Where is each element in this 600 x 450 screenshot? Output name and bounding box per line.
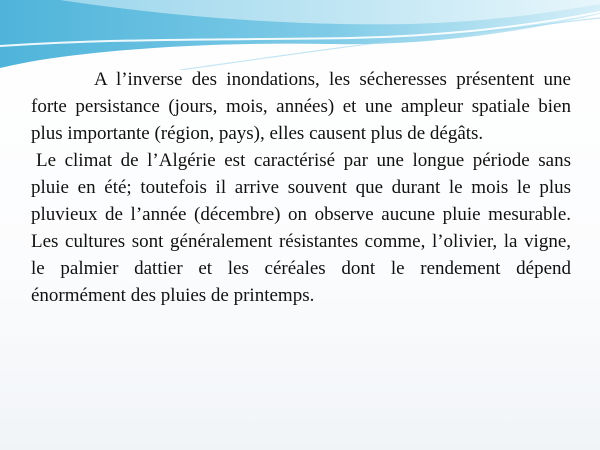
paragraph-algeria-climate: Le climat de l’Algérie est caractérisé par une longue période sans pluie en été; toutefois il arrive souvent que durant le mois le plus pluvieux de l’année (décembre) on observe aucune pluie mesurable. Les cultures sont généralement résistantes comme, l’olivier, la vigne, le palmier dattier et les céréales dont le rendement dépend énormément des pluies de printemps. <box>31 150 571 306</box>
paragraph-drought-intro: A l’inverse des inondations, les sécheresses présentent une forte persistance (jours, mois, années) et une ampleur spatiale bien plus importante (région, pays), elles causent plus de dégâts. <box>31 69 571 144</box>
header-wave-decoration <box>0 0 600 70</box>
body-text <box>31 66 571 309</box>
